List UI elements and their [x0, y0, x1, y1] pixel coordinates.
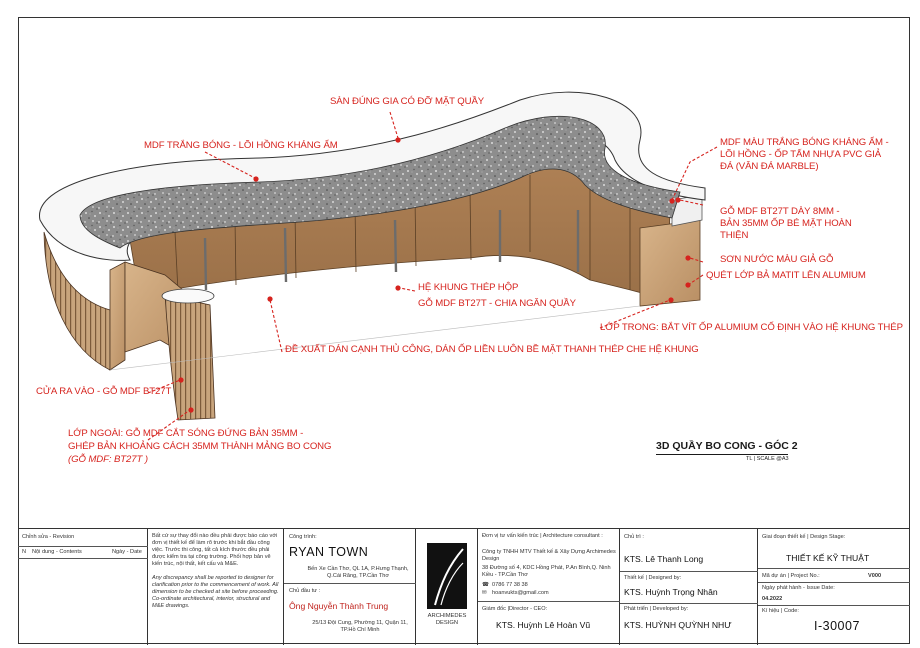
project-label: Công trình:: [289, 534, 317, 540]
note-matit: QUÉT LỚP BẢ MATIT LÊN ALUMIUM: [706, 270, 866, 281]
disclaimer-en: Any discrepancy shall be reported to designer for clarification prior to the commencement of work. All dimension to be checked at site before proceeding. Co-ordinate architectural, interior, structural and M&E drawings.: [152, 575, 279, 609]
stage-label: Giai đoạn thiết kế | Design Stage:: [762, 534, 846, 540]
disclaimer-vi: Bất cứ sự thay đổi nào đều phải được báo cáo với đơn vị thiết kế để làm rõ trước khi bắt đầu công việc. Trước thi công, tất cả kích thước đều phải được kiểm tra tại công trường. Phối hợp bản vẽ kiến trúc, nội thất, kết cấu và M&E.: [152, 533, 278, 567]
lead-name: KTS. Lê Thanh Long: [624, 554, 704, 564]
logo-cell: [416, 529, 478, 645]
note-inner-layer: LỚP TRONG: BẮT VÍT ỐP ALUMIUM CỐ ĐỊNH VÀO HỆ KHUNG THÉP: [600, 322, 903, 333]
director-name: KTS. Huỳnh Lê Hoàn Vũ: [496, 620, 591, 630]
note-mdf-left: MDF TRẮNG BÓNG - LÕI HỒNG KHÁNG ẨM: [144, 140, 338, 151]
view-title-rule: [656, 454, 788, 455]
project-no-label: Mã dự án | Project No.:: [762, 573, 820, 579]
code-label: Kí hiệu | Code:: [762, 608, 799, 614]
view-title: 3D QUẦY BO CONG - GÓC 2: [656, 440, 798, 452]
stage-value: THIẾT KẾ KỸ THUẬT: [786, 553, 870, 563]
rev-col-no: N: [22, 549, 27, 555]
consultant-phone: 0786 77 38 38: [492, 582, 528, 588]
archimedes-logo-icon: [427, 543, 467, 609]
view-scale: TL | SCALE @A3: [746, 456, 789, 462]
designer-label: Thiết kế | Designed by:: [624, 575, 682, 581]
note-outer-line1: LỚP NGOÀI: GỖ MDF CẮT SÓNG ĐỨNG BẢN 35MM -: [68, 428, 304, 439]
note-outer-line2: GHÉP BẢN KHOẢNG CÁCH 35MM THÀNH MẢNG BO CONG: [68, 441, 332, 452]
rev-col-date: Ngày - Date: [112, 549, 142, 555]
project-no: V000: [868, 573, 882, 579]
owner-name: Ông Nguyễn Thành Trung: [289, 601, 389, 611]
consultant-cell: [478, 529, 620, 645]
owner-label: Chủ đầu tư :: [289, 588, 321, 594]
director-label: Giám đốc |Director - CEO:: [482, 606, 548, 612]
note-divider: GỖ MDF BT27T - CHIA NGĂN QUẦY: [418, 298, 576, 309]
phone-icon: ☎: [482, 582, 489, 588]
title-block: [18, 528, 910, 644]
issue-date: 04.2022: [762, 596, 783, 602]
note-paint: SƠN NƯỚC MÀU GIẢ GỖ: [720, 254, 834, 265]
issue-label: Ngày phát hành - Issue Date:: [762, 585, 835, 591]
revision-cell: [18, 529, 148, 645]
email-icon: ✉: [482, 590, 487, 596]
lead-label: Chủ trì :: [624, 534, 644, 540]
code-value: I-30007: [814, 619, 860, 633]
project-cell: [284, 529, 416, 645]
note-outer-line3: (GỖ MDF: BT27T ): [68, 454, 148, 465]
owner-address: 25/13 Đội Cung, Phường 11, Quận 11, TP.Hồ Chí Minh: [312, 620, 408, 633]
revision-label: Chỉnh sửa - Revision: [22, 534, 75, 540]
consultant-label: Đơn vị tư vấn kiến trúc | Architecture consultant :: [482, 533, 603, 539]
consultant-name: Công ty TNHH MTV Thiết kế & Xây Dựng Archimedes Design: [482, 549, 616, 562]
team-cell: [620, 529, 758, 645]
note-mdf-right: MDF MÀU TRẮNG BÓNG KHÁNG ẨM - LÕI HỒNG - ỐP TẤM NHỰA PVC GIẢ ĐÁ (VÂN ĐÁ MARBLE): [720, 137, 889, 172]
note-proposal: ĐỀ XUẤT DÁN CẠNH THỦ CÔNG, DÁN ỐP LIỀN LUÔN BỀ MẶT THANH THÉP CHE HỆ KHUNG: [285, 344, 699, 355]
project-name: RYAN TOWN: [289, 545, 369, 559]
disclaimer-cell: [148, 529, 284, 645]
note-top-counter: SÀN ĐÚNG GIA CÓ ĐỠ MẶT QUẦY: [330, 96, 485, 107]
consultant-email: hoanvukts@gmail.com: [492, 590, 549, 596]
developer-label: Phát triển | Developed by:: [624, 606, 689, 612]
stage-cell: [758, 529, 910, 645]
developer-name: KTS. HUỲNH QUỲNH NHƯ: [624, 620, 732, 630]
rev-col-content: Nội dung - Contents: [32, 549, 82, 555]
logo-text: ARCHIMEDES DESIGN: [427, 613, 467, 626]
designer-name: KTS. Huỳnh Trọng Nhân: [624, 587, 718, 597]
project-address: Bến Xe Cần Thơ, QL 1A, P.Hưng Thạnh, Q.Cái Răng, TP.Cần Thơ: [307, 566, 409, 579]
note-wood-8mm: GỖ MDF BT27T DÀY 8MM - BẢN 35MM ỐP BÉ MẶT HOÀN THIỆN: [720, 206, 852, 241]
consultant-address: 38 Đường số 4, KDC Hồng Phát, P.An Bình,Q. Ninh Kiều - TP.Cần Thơ: [482, 565, 611, 578]
note-door: CỬA RA VÀO - GỖ MDF BT27T: [36, 386, 172, 397]
note-steel-box: HỆ KHUNG THÉP HỘP: [418, 282, 519, 293]
